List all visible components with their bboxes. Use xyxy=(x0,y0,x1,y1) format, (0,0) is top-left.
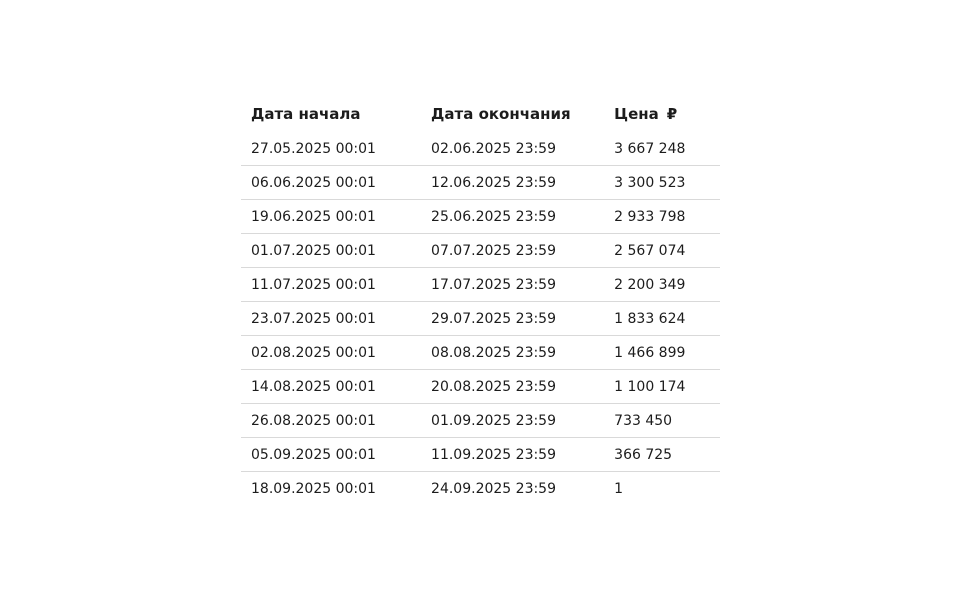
table-body xyxy=(241,132,720,505)
cell-price: 733 450 xyxy=(604,404,720,438)
table-row xyxy=(241,268,720,302)
header-end-date: Дата окончания xyxy=(431,105,571,123)
table-row xyxy=(241,302,720,336)
table-row xyxy=(241,336,720,370)
table-row xyxy=(241,472,720,506)
cell-end-date: 08.08.2025 23:59 xyxy=(421,336,604,370)
header-price-label: Цена xyxy=(614,105,659,123)
cell-end-date: 29.07.2025 23:59 xyxy=(421,302,604,336)
table-row xyxy=(241,200,720,234)
cell-start-date: 19.06.2025 00:01 xyxy=(241,200,421,234)
price-schedule-table xyxy=(241,96,720,505)
cell-start-date: 06.06.2025 00:01 xyxy=(241,166,421,200)
cell-end-date: 11.09.2025 23:59 xyxy=(421,438,604,472)
cell-start-date: 14.08.2025 00:01 xyxy=(241,370,421,404)
cell-end-date: 02.06.2025 23:59 xyxy=(421,132,604,166)
cell-price: 3 300 523 xyxy=(604,166,720,200)
table-row xyxy=(241,370,720,404)
cell-end-date: 07.07.2025 23:59 xyxy=(421,234,604,268)
cell-end-date: 24.09.2025 23:59 xyxy=(431,480,557,497)
table-row xyxy=(241,404,720,438)
table-row xyxy=(241,438,720,472)
cell-start-date: 27.05.2025 00:01 xyxy=(241,132,421,166)
cell-start-date: 23.07.2025 00:01 xyxy=(241,302,421,336)
table-row xyxy=(241,132,720,166)
cell-price: 1 xyxy=(614,480,624,497)
cell-start-date: 11.07.2025 00:01 xyxy=(241,268,421,302)
cell-end-date: 12.06.2025 23:59 xyxy=(421,166,604,200)
cell-price: 2 567 074 xyxy=(604,234,720,268)
cell-price: 366 725 xyxy=(604,438,720,472)
cell-end-date: 17.07.2025 23:59 xyxy=(421,268,604,302)
table-row xyxy=(241,234,720,268)
cell-price: 1 833 624 xyxy=(604,302,720,336)
cell-price: 2 200 349 xyxy=(604,268,720,302)
header-start-date: Дата начала xyxy=(251,105,361,123)
ruble-sign: ₽ xyxy=(666,105,678,123)
header-price xyxy=(604,96,720,132)
cell-price: 3 667 248 xyxy=(604,132,720,166)
table-header xyxy=(241,96,720,132)
cell-start-date: 05.09.2025 00:01 xyxy=(241,438,421,472)
cell-start-date: 26.08.2025 00:01 xyxy=(241,404,421,438)
cell-end-date: 20.08.2025 23:59 xyxy=(421,370,604,404)
cell-start-date: 02.08.2025 00:01 xyxy=(241,336,421,370)
cell-end-date: 25.06.2025 23:59 xyxy=(421,200,604,234)
cell-price: 1 100 174 xyxy=(604,370,720,404)
cell-price: 2 933 798 xyxy=(604,200,720,234)
cell-price: 1 466 899 xyxy=(604,336,720,370)
cell-end-date: 01.09.2025 23:59 xyxy=(421,404,604,438)
table-row xyxy=(241,166,720,200)
header-row xyxy=(241,96,720,132)
cell-start-date: 01.07.2025 00:01 xyxy=(241,234,421,268)
cell-start-date: 18.09.2025 00:01 xyxy=(251,480,376,497)
